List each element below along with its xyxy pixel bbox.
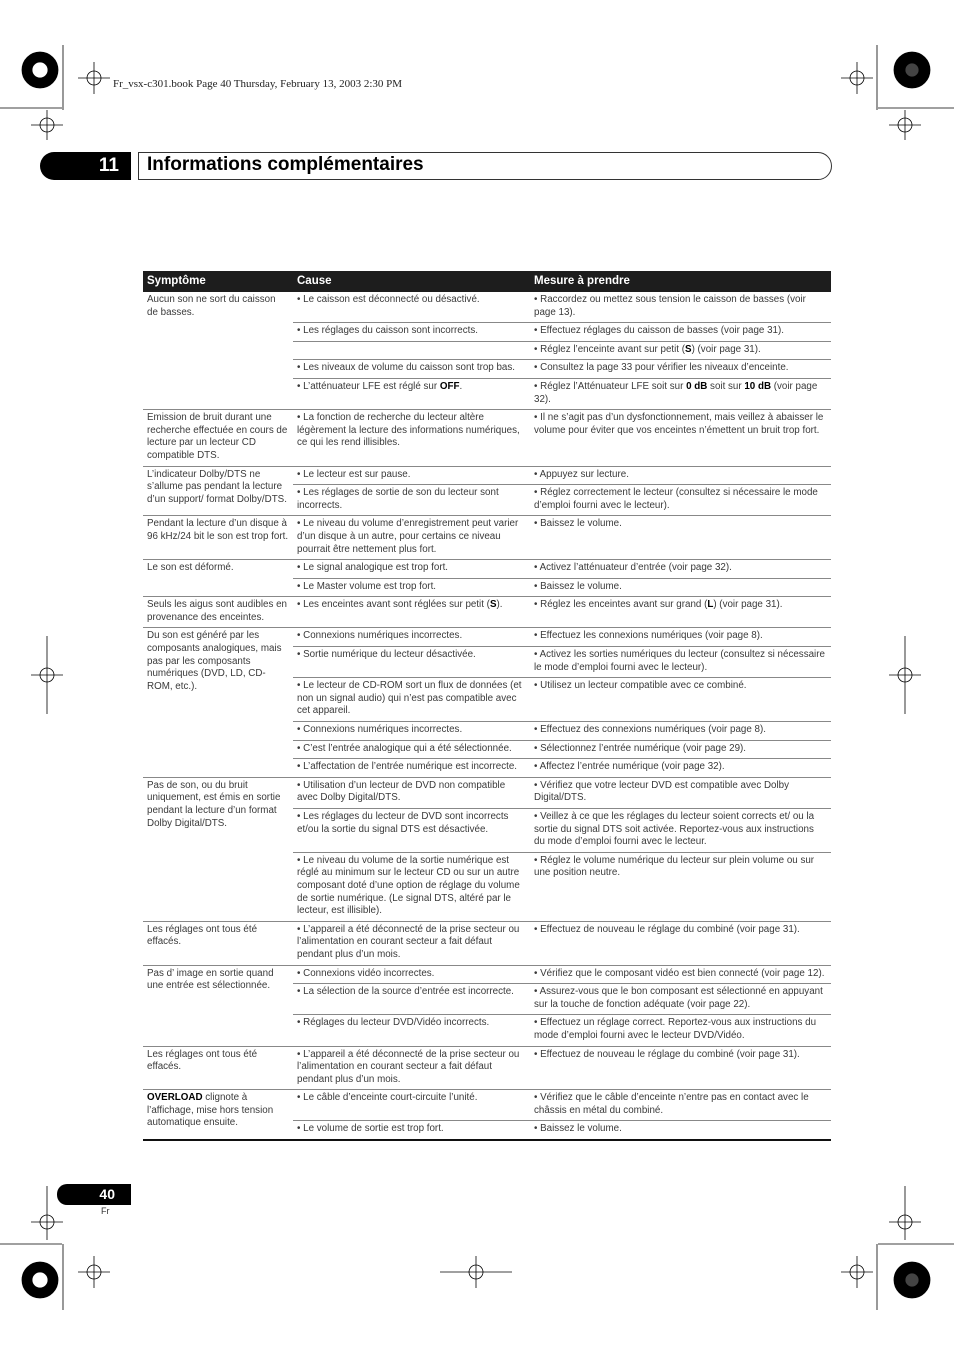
cause-cell: • Les enceintes avant sont réglées sur petit (S).	[293, 597, 530, 628]
remedy-cell: • Effectuez de nouveau le réglage du combiné (voir page 31).	[530, 1046, 831, 1090]
cause-cell: • Le niveau du volume d’enregistrement peut varier d’un disque à un autre, pour certains ce niveau pourrait être nettement plus fort.	[293, 516, 530, 560]
header-cause: Cause	[293, 271, 530, 292]
cause-cell: • Le niveau du volume de la sortie numérique est réglé au minimum sur le lecteur CD ou sur un autre composant doté d’une option de réglage du volume de sortie numérique. (Le signal DTS, altéré par le lecteur, est illisible).	[293, 852, 530, 921]
symptom-cell: Le son est déformé.	[143, 560, 293, 597]
cause-cell: • Sortie numérique du lecteur désactivée.	[293, 647, 530, 678]
remedy-cell: • Consultez la page 33 pour vérifier les niveaux d’enceinte.	[530, 360, 831, 379]
header-remedy: Mesure à prendre	[530, 271, 831, 292]
table-body	[143, 292, 831, 1140]
table-row	[143, 628, 831, 647]
chapter-badge	[40, 152, 131, 180]
remedy-cell: • Réglez correctement le lecteur (consultez si nécessaire le mode d’emploi fourni avec le lecteur).	[530, 485, 831, 516]
troubleshooting-table-wrap	[143, 271, 831, 1141]
remedy-cell: • Effectuez les connexions numériques (voir page 8).	[530, 628, 831, 647]
cause-cell: • Le lecteur de CD-ROM sort un flux de données (et non un signal audio) qui n’est pas compatible avec cet appareil.	[293, 678, 530, 722]
table-row	[143, 560, 831, 579]
cause-cell: • C’est l’entrée analogique qui a été sélectionnée.	[293, 740, 530, 759]
remedy-cell: • Activez l’atténuateur d’entrée (voir page 32).	[530, 560, 831, 579]
cause-cell: • Utilisation d’un lecteur de DVD non compatible avec Dolby Digital/DTS.	[293, 777, 530, 808]
remedy-cell: • Réglez les enceintes avant sur grand (L) (voir page 31).	[530, 597, 831, 628]
remedy-cell: • Effectuez des connexions numériques (voir page 8).	[530, 722, 831, 741]
symptom-cell: Du son est généré par les composants analogiques, mais pas par les composants numériques (DVD, LD, CD-ROM, etc.).	[143, 628, 293, 777]
remedy-cell: • Affectez l’entrée numérique (voir page 32).	[530, 759, 831, 778]
table-row	[143, 777, 831, 808]
remedy-cell: • Réglez l’Atténuateur LFE soit sur 0 dB soit sur 10 dB (voir page 32).	[530, 378, 831, 409]
symptom-cell: Pas de son, ou du bruit uniquement, est émis en sortie pendant la lecture d’un format Dolby Digital/DTS.	[143, 777, 293, 921]
remedy-cell: • Baissez le volume.	[530, 1121, 831, 1140]
remedy-cell: • Utilisez un lecteur compatible avec ce combiné.	[530, 678, 831, 722]
cause-cell: • Le volume de sortie est trop fort.	[293, 1121, 530, 1140]
table-row	[143, 1090, 831, 1121]
troubleshooting-table	[143, 271, 831, 1141]
remedy-cell: • Vérifiez que le câble d’enceinte n’entre pas en contact avec le châssis en métal du combiné.	[530, 1090, 831, 1121]
remedy-cell: • Réglez l’enceinte avant sur petit (S) (voir page 31).	[530, 341, 831, 360]
symptom-cell: Les réglages ont tous été effacés.	[143, 1046, 293, 1090]
table-row	[143, 466, 831, 485]
page-number: 40	[99, 1186, 115, 1202]
remedy-cell: • Effectuez de nouveau le réglage du combiné (voir page 31).	[530, 921, 831, 965]
page-language: Fr	[101, 1206, 110, 1216]
cause-cell: • L’atténuateur LFE est réglé sur OFF.	[293, 378, 530, 409]
table-row	[143, 516, 831, 560]
table-row	[143, 921, 831, 965]
page-number-badge	[57, 1184, 131, 1205]
cause-cell: • Les réglages du lecteur de DVD sont incorrects et/ou la sortie du signal DTS est désactivée.	[293, 809, 530, 853]
symptom-cell: L’indicateur Dolby/DTS ne s’allume pas pendant la lecture d’un support/ format Dolby/DTS.	[143, 466, 293, 516]
table-header-row	[143, 271, 831, 292]
symptom-cell: Les réglages ont tous été effacés.	[143, 921, 293, 965]
cause-cell: • Connexions vidéo incorrectes.	[293, 965, 530, 984]
remedy-cell: • Sélectionnez l’entrée numérique (voir page 29).	[530, 740, 831, 759]
symptom-cell: Pendant la lecture d’un disque à 96 kHz/24 bit le son est trop fort.	[143, 516, 293, 560]
cause-cell: • La sélection de la source d’entrée est incorrecte.	[293, 984, 530, 1015]
table-row	[143, 410, 831, 466]
cause-cell: • Les réglages de sortie de son du lecteur sont incorrects.	[293, 485, 530, 516]
cause-cell: • Le Master volume est trop fort.	[293, 578, 530, 597]
cause-cell: • Connexions numériques incorrectes.	[293, 722, 530, 741]
cause-cell: • L’affectation de l’entrée numérique est incorrecte.	[293, 759, 530, 778]
remedy-cell: • Vérifiez que le composant vidéo est bien connecté (voir page 12).	[530, 965, 831, 984]
cause-cell: • L’appareil a été déconnecté de la prise secteur ou l’alimentation en courant secteur a fait défaut pendant plus d’un mois.	[293, 1046, 530, 1090]
cause-cell: • L’appareil a été déconnecté de la prise secteur ou l’alimentation en courant secteur a fait défaut pendant plus d’un mois.	[293, 921, 530, 965]
remedy-cell: • Baissez le volume.	[530, 578, 831, 597]
cause-cell: • Connexions numériques incorrectes.	[293, 628, 530, 647]
symptom-cell: Emission de bruit durant une recherche effectuée en cours de lecture par un lecteur CD compatible DTS.	[143, 410, 293, 466]
remedy-cell: • Raccordez ou mettez sous tension le caisson de basses (voir page 13).	[530, 292, 831, 323]
remedy-cell: • Il ne s’agit pas d’un dysfonctionnement, mais veillez à abaisser le volume pour éviter que vos enceintes n’émettent un bruit trop fort.	[530, 410, 831, 466]
remedy-cell: • Réglez le volume numérique du lecteur sur plein volume ou sur une position neutre.	[530, 852, 831, 921]
symptom-cell: Aucun son ne sort du caisson de basses.	[143, 292, 293, 410]
remedy-cell: • Vérifiez que votre lecteur DVD est compatible avec Dolby Digital/DTS.	[530, 777, 831, 808]
remedy-cell: • Appuyez sur lecture.	[530, 466, 831, 485]
table-row	[143, 1046, 831, 1090]
cause-cell: • Le signal analogique est trop fort.	[293, 560, 530, 579]
table-row	[143, 965, 831, 984]
cause-cell: • Le caisson est déconnecté ou désactivé.	[293, 292, 530, 323]
remedy-cell: • Effectuez réglages du caisson de basses (voir page 31).	[530, 323, 831, 342]
remedy-cell: • Veillez à ce que les réglages du lecteur soient corrects et/ ou la sortie du signal DTS soit activée. Reportez-vous aux instructions du mode d’emploi fourni avec le lecteur.	[530, 809, 831, 853]
cause-cell: • La fonction de recherche du lecteur altère légèrement la lecture des informations numériques, ce qui les rend illisibles.	[293, 410, 530, 466]
symptom-cell: Pas d’ image en sortie quand une entrée est sélectionnée.	[143, 965, 293, 1046]
cause-cell: • Les niveaux de volume du caisson sont trop bas.	[293, 360, 530, 379]
remedy-cell: • Effectuez un réglage correct. Reportez-vous aux instructions du mode d’emploi fourni avec le lecteur DVD/Vidéo.	[530, 1015, 831, 1046]
cause-cell: • Le câble d’enceinte court-circuite l’unité.	[293, 1090, 530, 1121]
remedy-cell: • Activez les sorties numériques du lecteur (consultez si nécessaire le mode d’emploi fourni avec le lecteur).	[530, 647, 831, 678]
symptom-cell: Seuls les aigus sont audibles en provenance des enceintes.	[143, 597, 293, 628]
symptom-cell: OVERLOAD clignote à l’affichage, mise hors tension automatique ensuite.	[143, 1090, 293, 1140]
file-header: Fr_vsx-c301.book Page 40 Thursday, February 13, 2003 2:30 PM	[113, 78, 403, 90]
remedy-cell: • Baissez le volume.	[530, 516, 831, 560]
cause-cell: • Réglages du lecteur DVD/Vidéo incorrects.	[293, 1015, 530, 1046]
remedy-cell: • Assurez-vous que le bon composant est sélectionné en appuyant sur la touche de fonction adéquate (voir page 22).	[530, 984, 831, 1015]
table-row	[143, 292, 831, 323]
chapter-title: Informations complémentaires	[147, 154, 424, 175]
cause-cell: • Le lecteur est sur pause.	[293, 466, 530, 485]
header-symptom: Symptôme	[143, 271, 293, 292]
chapter-number: 11	[98, 155, 119, 176]
cause-cell	[293, 341, 530, 360]
cause-cell: • Les réglages du caisson sont incorrects.	[293, 323, 530, 342]
table-row	[143, 597, 831, 628]
